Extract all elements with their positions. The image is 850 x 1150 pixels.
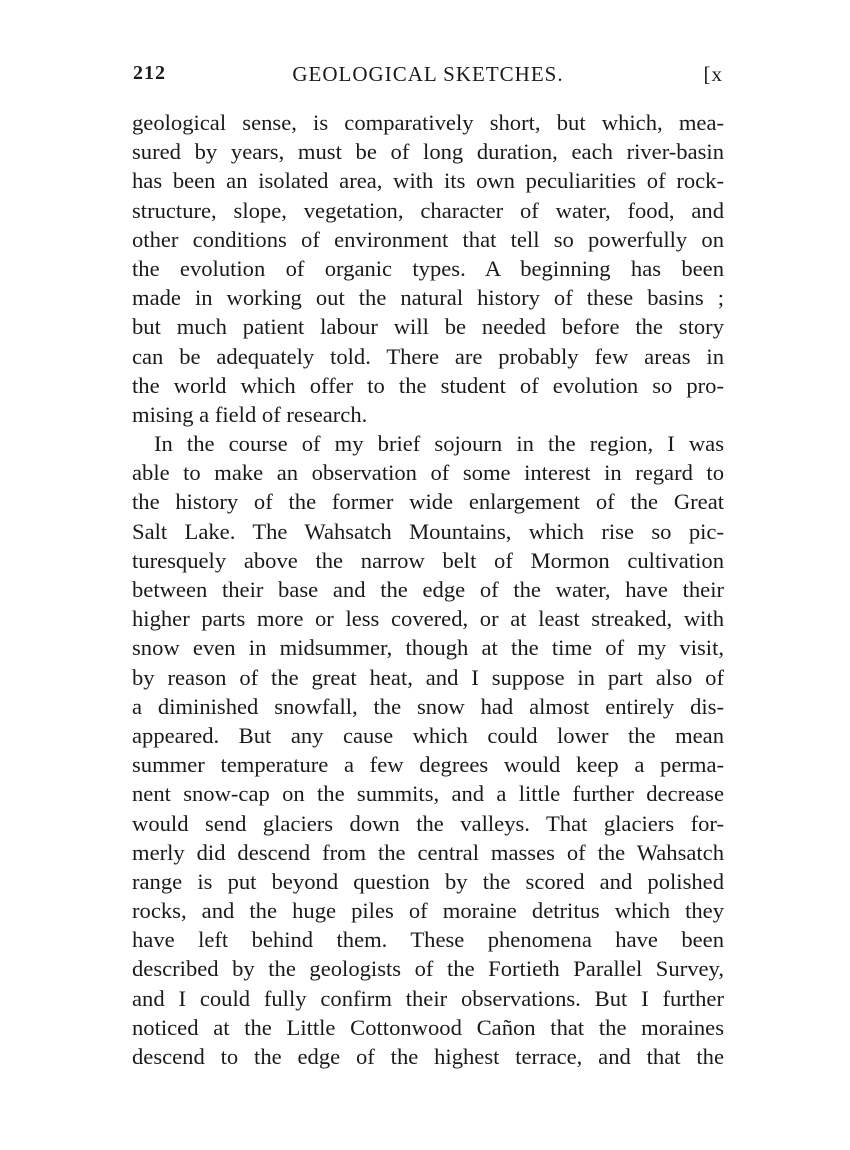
chapter-mark: [x bbox=[703, 62, 723, 86]
text-line: sured by years, must be of long duration, each river-basin bbox=[132, 139, 724, 165]
text-line: can be adequately told. There are probably few areas in bbox=[132, 343, 724, 369]
text-line: noticed at the Little Cottonwood Cañon that the moraines bbox=[132, 1014, 724, 1040]
text-line: appeared. But any cause which could lower the mean bbox=[132, 722, 724, 748]
text-line: Salt Lake. The Wahsatch Mountains, which rise so pic- bbox=[132, 518, 724, 544]
running-head bbox=[133, 62, 723, 92]
paragraph-wahsatch bbox=[132, 429, 724, 1071]
text-line: summer temperature a few degrees would keep a perma- bbox=[132, 752, 724, 778]
text-line: the world which offer to the student of evolution so pro- bbox=[132, 372, 724, 398]
text-line: geological sense, is comparatively short, but which, mea- bbox=[132, 110, 724, 135]
text-line: the evolution of organic types. A beginning has been bbox=[132, 255, 724, 281]
running-title: GEOLOGICAL SKETCHES. bbox=[292, 62, 564, 86]
text-line: between their base and the edge of the water, have their bbox=[132, 577, 724, 602]
text-line: would send glaciers down the valleys. That glaciers for- bbox=[132, 810, 724, 836]
text-line: mising a field of research. bbox=[132, 401, 368, 427]
text-line: merly did descend from the central masses of the Wahsatch bbox=[132, 839, 724, 865]
text-line: In the course of my brief sojourn in the region, I was bbox=[154, 431, 724, 457]
text-line: rocks, and the huge piles of moraine detritus which they bbox=[132, 898, 724, 924]
body-text bbox=[132, 108, 724, 1071]
text-line: has been an isolated area, with its own peculiarities of rock- bbox=[132, 168, 724, 194]
text-line: but much patient labour will be needed before the story bbox=[132, 314, 724, 340]
text-line: by reason of the great heat, and I suppose in part also of bbox=[132, 664, 724, 690]
text-line: have left behind them. These phenomena have been bbox=[132, 927, 724, 953]
text-line: range is put beyond question by the scored and polished bbox=[132, 868, 724, 894]
text-line: the history of the former wide enlargement of the Great bbox=[132, 489, 724, 515]
text-line: made in working out the natural history of these basins ; bbox=[132, 285, 724, 311]
text-line: a diminished snowfall, the snow had almost entirely dis- bbox=[132, 693, 724, 719]
text-line: snow even in midsummer, though at the time of my visit, bbox=[132, 635, 724, 661]
page-number: 212 bbox=[133, 62, 166, 84]
text-line: able to make an observation of some interest in regard to bbox=[132, 460, 724, 486]
text-line: structure, slope, vegetation, character of water, food, and bbox=[132, 197, 724, 223]
text-line: other conditions of environment that tell so powerfully on bbox=[132, 226, 724, 252]
paragraph-continued bbox=[132, 108, 724, 429]
text-line: turesquely above the narrow belt of Mormon cultivation bbox=[132, 547, 724, 573]
text-line: and I could fully confirm their observations. But I further bbox=[132, 985, 724, 1011]
text-line: described by the geologists of the Fortieth Parallel Survey, bbox=[132, 956, 724, 982]
text-line: nent snow-cap on the summits, and a little further decrease bbox=[132, 781, 724, 807]
text-line: higher parts more or less covered, or at least streaked, with bbox=[132, 606, 724, 632]
text-line: descend to the edge of the highest terrace, and that the bbox=[132, 1044, 724, 1069]
